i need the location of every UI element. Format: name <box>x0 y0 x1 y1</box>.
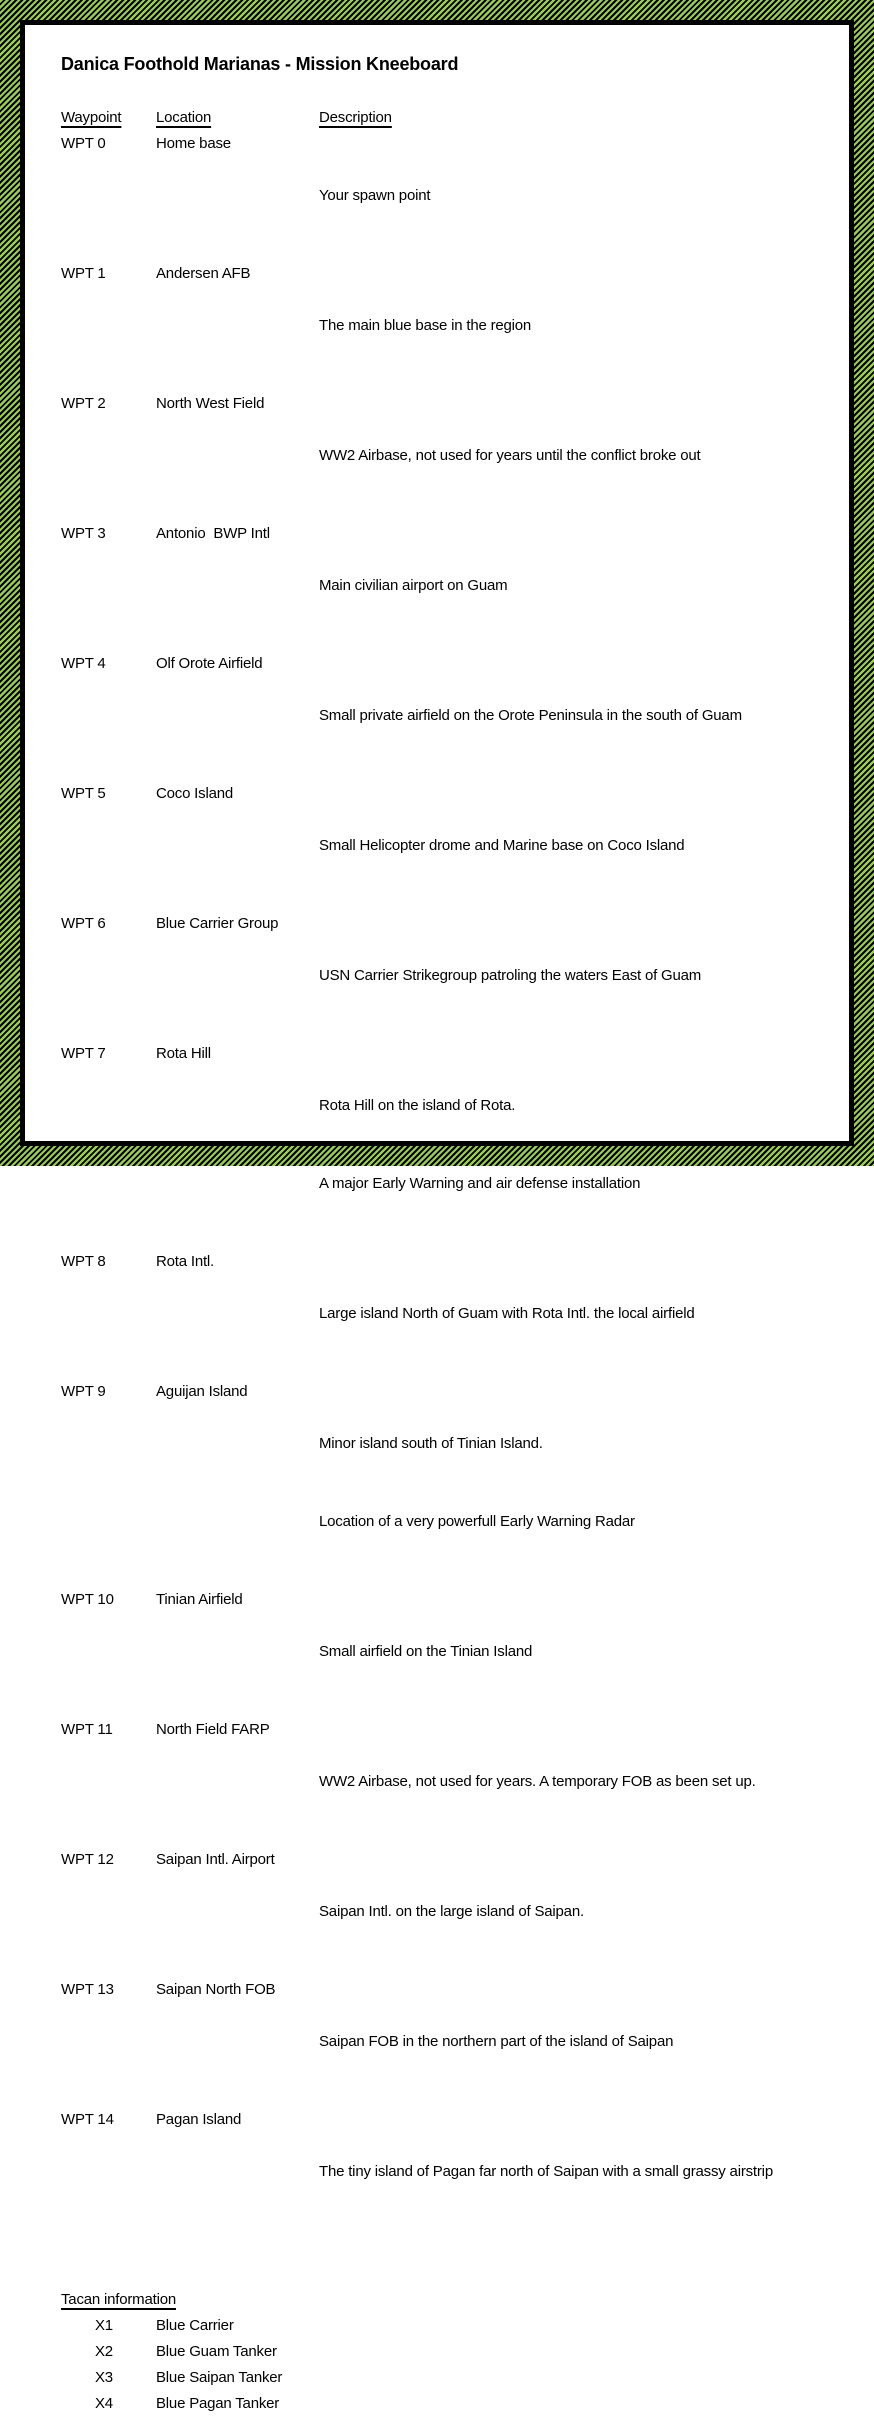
header-location: Location <box>156 109 212 126</box>
location-cell: Andersen AFB <box>156 265 251 282</box>
table-row <box>61 131 819 261</box>
tacan-row <box>61 2391 819 2417</box>
description-cell <box>319 1977 819 2107</box>
table-row <box>61 1847 819 1977</box>
table-row <box>61 1587 819 1717</box>
description-cell <box>319 261 819 391</box>
description-cell <box>319 651 819 781</box>
description-line: The tiny island of Pagan far north of Saipan with a small grassy airstrip <box>319 2163 773 2180</box>
location-cell: Saipan North FOB <box>156 1981 276 1998</box>
description-cell <box>319 1041 819 1249</box>
location-cell: Tinian Airfield <box>156 1591 243 1608</box>
tacan-channel: X1 <box>95 2317 113 2334</box>
tacan-channel: X3 <box>95 2369 113 2386</box>
header-description: Description <box>319 109 392 126</box>
description-line: Small airfield on the Tinian Island <box>319 1643 533 1660</box>
location-cell: Saipan Intl. Airport <box>156 1851 275 1868</box>
waypoint-cell: WPT 10 <box>61 1591 114 1608</box>
table-row <box>61 261 819 391</box>
location-cell: Coco Island <box>156 785 234 802</box>
location-cell: Rota Intl. <box>156 1253 215 1270</box>
location-cell: Pagan Island <box>156 2111 242 2128</box>
waypoint-cell: WPT 0 <box>61 135 106 152</box>
table-header-row <box>61 105 819 131</box>
waypoint-cell: WPT 9 <box>61 1383 106 1400</box>
table-row <box>61 2107 819 2237</box>
location-cell: Home base <box>156 135 231 152</box>
description-line: WW2 Airbase, not used for years until the conflict broke out <box>319 447 701 464</box>
waypoint-cell: WPT 4 <box>61 655 106 672</box>
tacan-name: Blue Guam Tanker <box>156 2343 277 2360</box>
description-line-2: Location of a very powerfull Early Warning Radar <box>319 1513 635 1530</box>
waypoint-cell: WPT 8 <box>61 1253 106 1270</box>
tacan-name: Blue Carrier <box>156 2317 234 2334</box>
location-cell: Antonio BWP Intl <box>156 525 270 542</box>
location-cell: Blue Carrier Group <box>156 915 279 932</box>
description-line: Rota Hill on the island of Rota. <box>319 1097 516 1114</box>
description-cell <box>319 1717 819 1847</box>
description-cell <box>319 1249 819 1379</box>
tacan-name: Blue Saipan Tanker <box>156 2369 283 2386</box>
description-line: WW2 Airbase, not used for years. A temporary FOB as been set up. <box>319 1773 756 1790</box>
description-line: Your spawn point <box>319 187 431 204</box>
tacan-title: Tacan information <box>61 2291 176 2308</box>
waypoint-cell: WPT 6 <box>61 915 106 932</box>
tacan-name: Blue Pagan Tanker <box>156 2395 280 2412</box>
description-cell <box>319 2107 819 2237</box>
location-cell: Aguijan Island <box>156 1383 248 1400</box>
table-row <box>61 1249 819 1379</box>
table-row <box>61 911 819 1041</box>
table-row <box>61 651 819 781</box>
description-line: Saipan FOB in the northern part of the island of Saipan <box>319 2033 674 2050</box>
table-row <box>61 391 819 521</box>
tacan-row <box>61 2339 819 2365</box>
description-cell <box>319 1379 819 1587</box>
description-line: Minor island south of Tinian Island. <box>319 1435 543 1452</box>
description-line: Main civilian airport on Guam <box>319 577 508 594</box>
waypoint-cell: WPT 12 <box>61 1851 114 1868</box>
waypoint-cell: WPT 14 <box>61 2111 114 2128</box>
description-cell <box>319 131 819 261</box>
waypoint-cell: WPT 1 <box>61 265 106 282</box>
waypoint-table <box>61 105 819 2237</box>
table-row <box>61 1717 819 1847</box>
location-cell: Rota Hill <box>156 1045 211 1062</box>
waypoint-cell: WPT 11 <box>61 1721 113 1738</box>
location-cell: North West Field <box>156 395 265 412</box>
page-title: Danica Foothold Marianas - Mission Kneeboard <box>61 54 459 74</box>
waypoint-cell: WPT 2 <box>61 395 106 412</box>
table-row <box>61 1041 819 1249</box>
kneeboard-page <box>20 20 854 2412</box>
table-row <box>61 1977 819 2107</box>
description-cell <box>319 521 819 651</box>
waypoint-cell: WPT 3 <box>61 525 106 542</box>
description-line: The main blue base in the region <box>319 317 532 334</box>
table-row <box>61 1379 819 1587</box>
description-cell <box>319 911 819 1041</box>
description-line: Large island North of Guam with Rota Intl. the local airfield <box>319 1305 695 1322</box>
description-cell <box>319 1847 819 1977</box>
description-line: Saipan Intl. on the large island of Saipan. <box>319 1903 584 1920</box>
location-cell: Olf Orote Airfield <box>156 655 263 672</box>
description-line-2: A major Early Warning and air defense installation <box>319 1175 641 1192</box>
tacan-channel: X4 <box>95 2395 113 2412</box>
waypoint-cell: WPT 7 <box>61 1045 106 1062</box>
description-line: USN Carrier Strikegroup patroling the waters East of Guam <box>319 967 702 984</box>
description-line: Small private airfield on the Orote Peninsula in the south of Guam <box>319 707 742 724</box>
description-cell <box>319 781 819 911</box>
table-row <box>61 521 819 651</box>
tacan-section <box>61 2287 819 2417</box>
kneeboard-content <box>25 25 849 2417</box>
description-cell <box>319 391 819 521</box>
location-cell: North Field FARP <box>156 1721 270 1738</box>
description-cell <box>319 1587 819 1717</box>
table-row <box>61 781 819 911</box>
header-waypoint: Waypoint <box>61 109 122 126</box>
waypoint-cell: WPT 5 <box>61 785 106 802</box>
tacan-row <box>61 2365 819 2391</box>
tacan-row <box>61 2313 819 2339</box>
waypoint-cell: WPT 13 <box>61 1981 114 1998</box>
tacan-channel: X2 <box>95 2343 113 2360</box>
description-line: Small Helicopter drome and Marine base on Coco Island <box>319 837 685 854</box>
